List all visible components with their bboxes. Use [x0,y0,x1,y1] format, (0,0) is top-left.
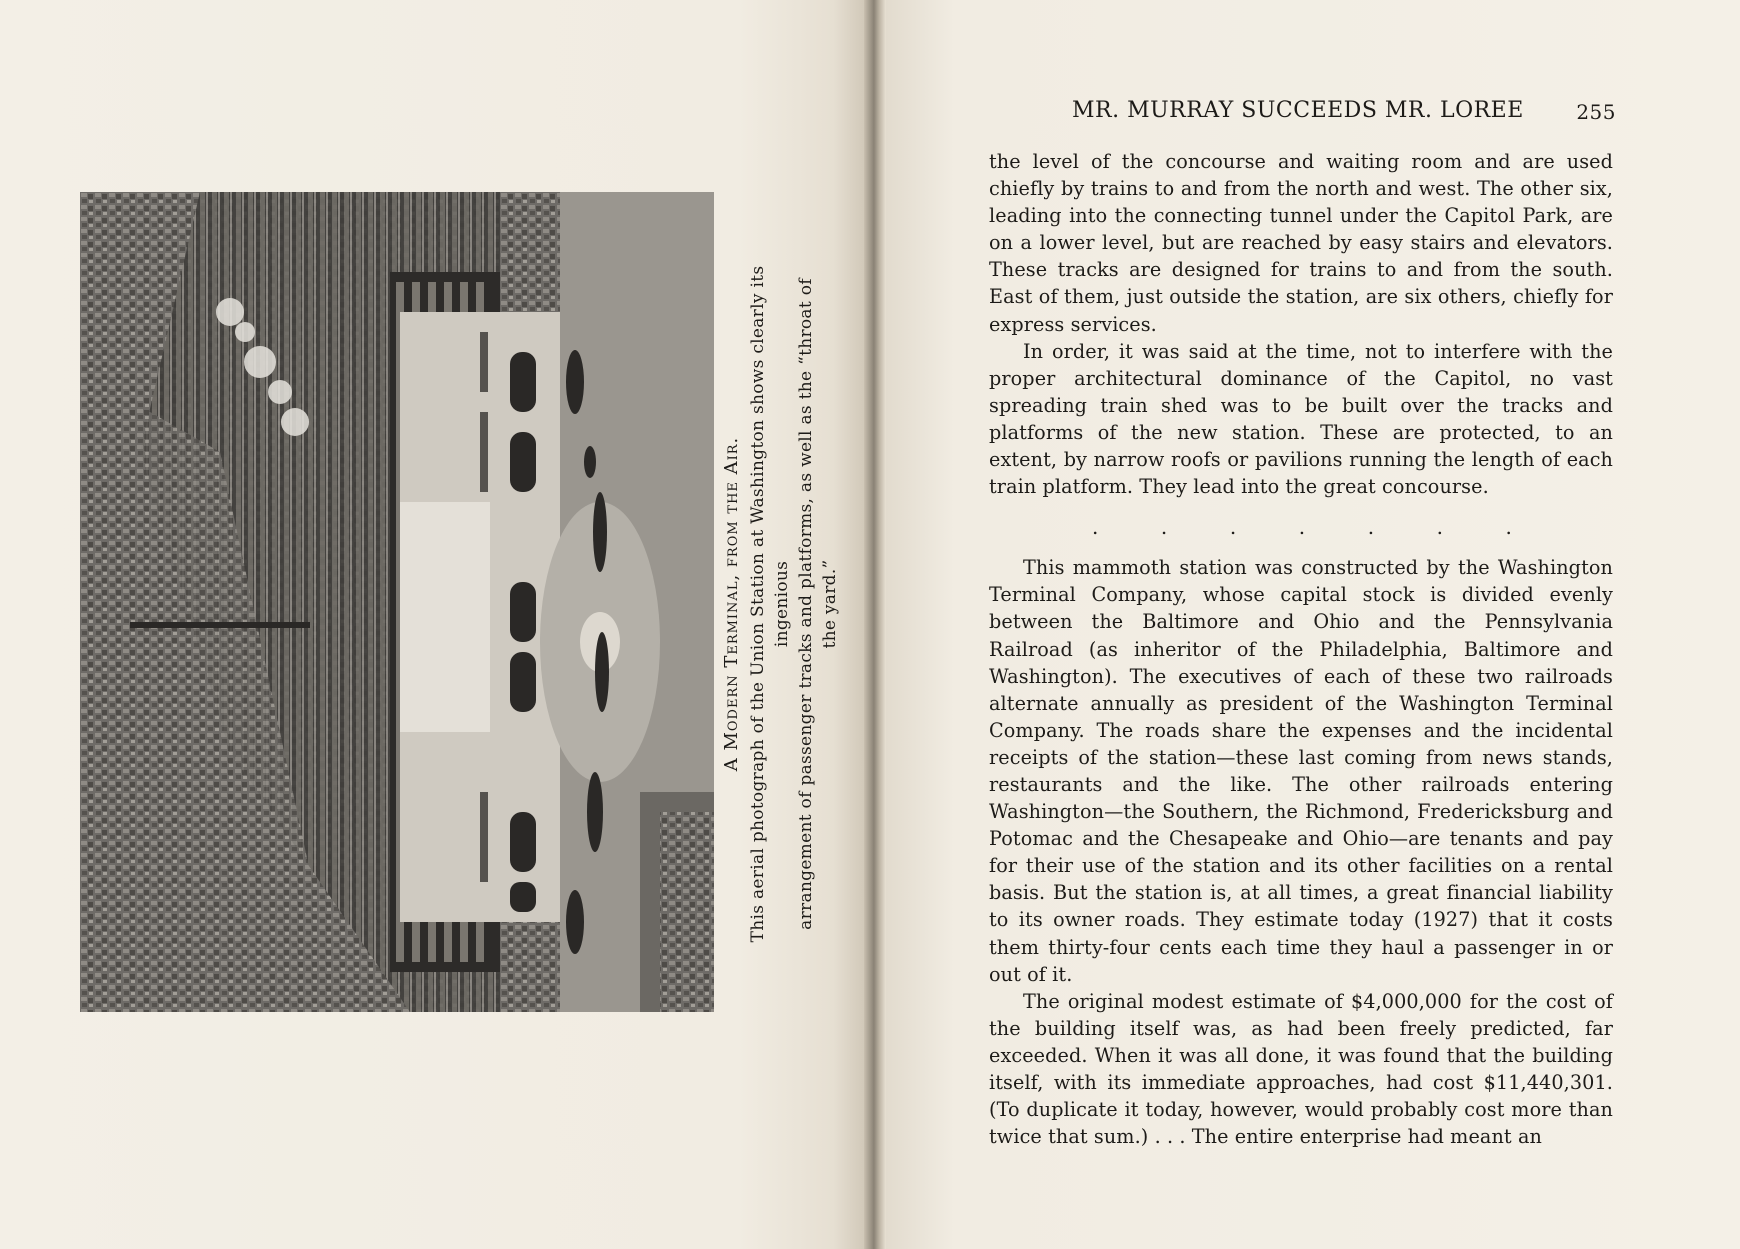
paragraph-1: the level of the concourse and waiting room and are used chiefly by trains to and from the north and west. The other six, leading into the connecting tunnel under the Capitol Park, are on a lower level, but are reached by easy stairs and elevators. These tracks are designed for trains to and from the south. East of them, just outside the station, are six others, chiefly for express services. [989,150,1613,336]
paragraph-4: The original modest estimate of $4,000,000 for the cost of the building itself was, as had been freely predicted, far exceeded. When it was all done, it was found that the building itself, with its immediate approaches, had cost $11,440,301. (To duplicate it today, however, would probably cost more than twice that sum.) . . . The entire enterprise had meant an [989,989,1613,1149]
section-break-dot: . [1298,515,1306,540]
page-number: 255 [1576,100,1616,124]
caption-line-2: arrangement of passenger tracks and platforms, as well as the “throat of the yard.” [796,278,840,930]
caption-line-1: This aerial photograph of the Union Station at Washington shows clearly its ingenious [748,265,792,943]
section-break-dot: . [1229,515,1237,540]
section-break-dot: . [1367,515,1375,540]
station-photo-illustration [80,192,714,1012]
aerial-photograph [80,192,714,1012]
running-head [1072,96,1616,128]
chapter-title: MR. MURRAY SUCCEEDS MR. LOREE [1072,98,1524,123]
book-gutter [864,0,886,1249]
section-break-dot: . [1092,515,1099,540]
section-break [1092,514,1512,540]
paragraph-3: This mammoth station was constructed by the Washington Terminal Company, whose capital stock is divided evenly between the Baltimore and Ohio and the Pennsylvania Railroad (as inheritor of the Philadelphia, Baltimore and Washington). The executives of each of these two railroads alternate annually as president of the Washington Terminal Company. The roads share the expenses and the incidental receipts of the station—these last coming from news stands, restaurants and the like. The other railroads entering Washington—the Southern, the Richmond, Fredericksburg and Potomac and the Chesapeake and Ohio—are tenants and pay for their use of the station and its other facilities on a rental basis. But the station is, at all times, a great financial liability to its owner roads. They estimate today (1927) that it costs them thirty-four cents each time they haul a passenger in or out of it. [989,556,1613,986]
section-break-dot: . [1436,515,1444,540]
paragraph-2: In order, it was said at the time, not to interfere with the proper architectural dominance of the Capitol, no vast spreading train shed was to be built over the tracks and platforms of the new station. These are protected, to an extent, by narrow roofs or pavilions running the length of each train platform. They lead into the great concourse. [989,339,1613,499]
caption-title: A Modern Terminal, from the Air. [721,436,742,772]
photo-caption [720,264,840,944]
body-text [989,148,1613,1150]
section-break-dot: . [1505,515,1512,540]
left-page [0,0,868,1249]
section-break-dot: . [1160,515,1168,540]
